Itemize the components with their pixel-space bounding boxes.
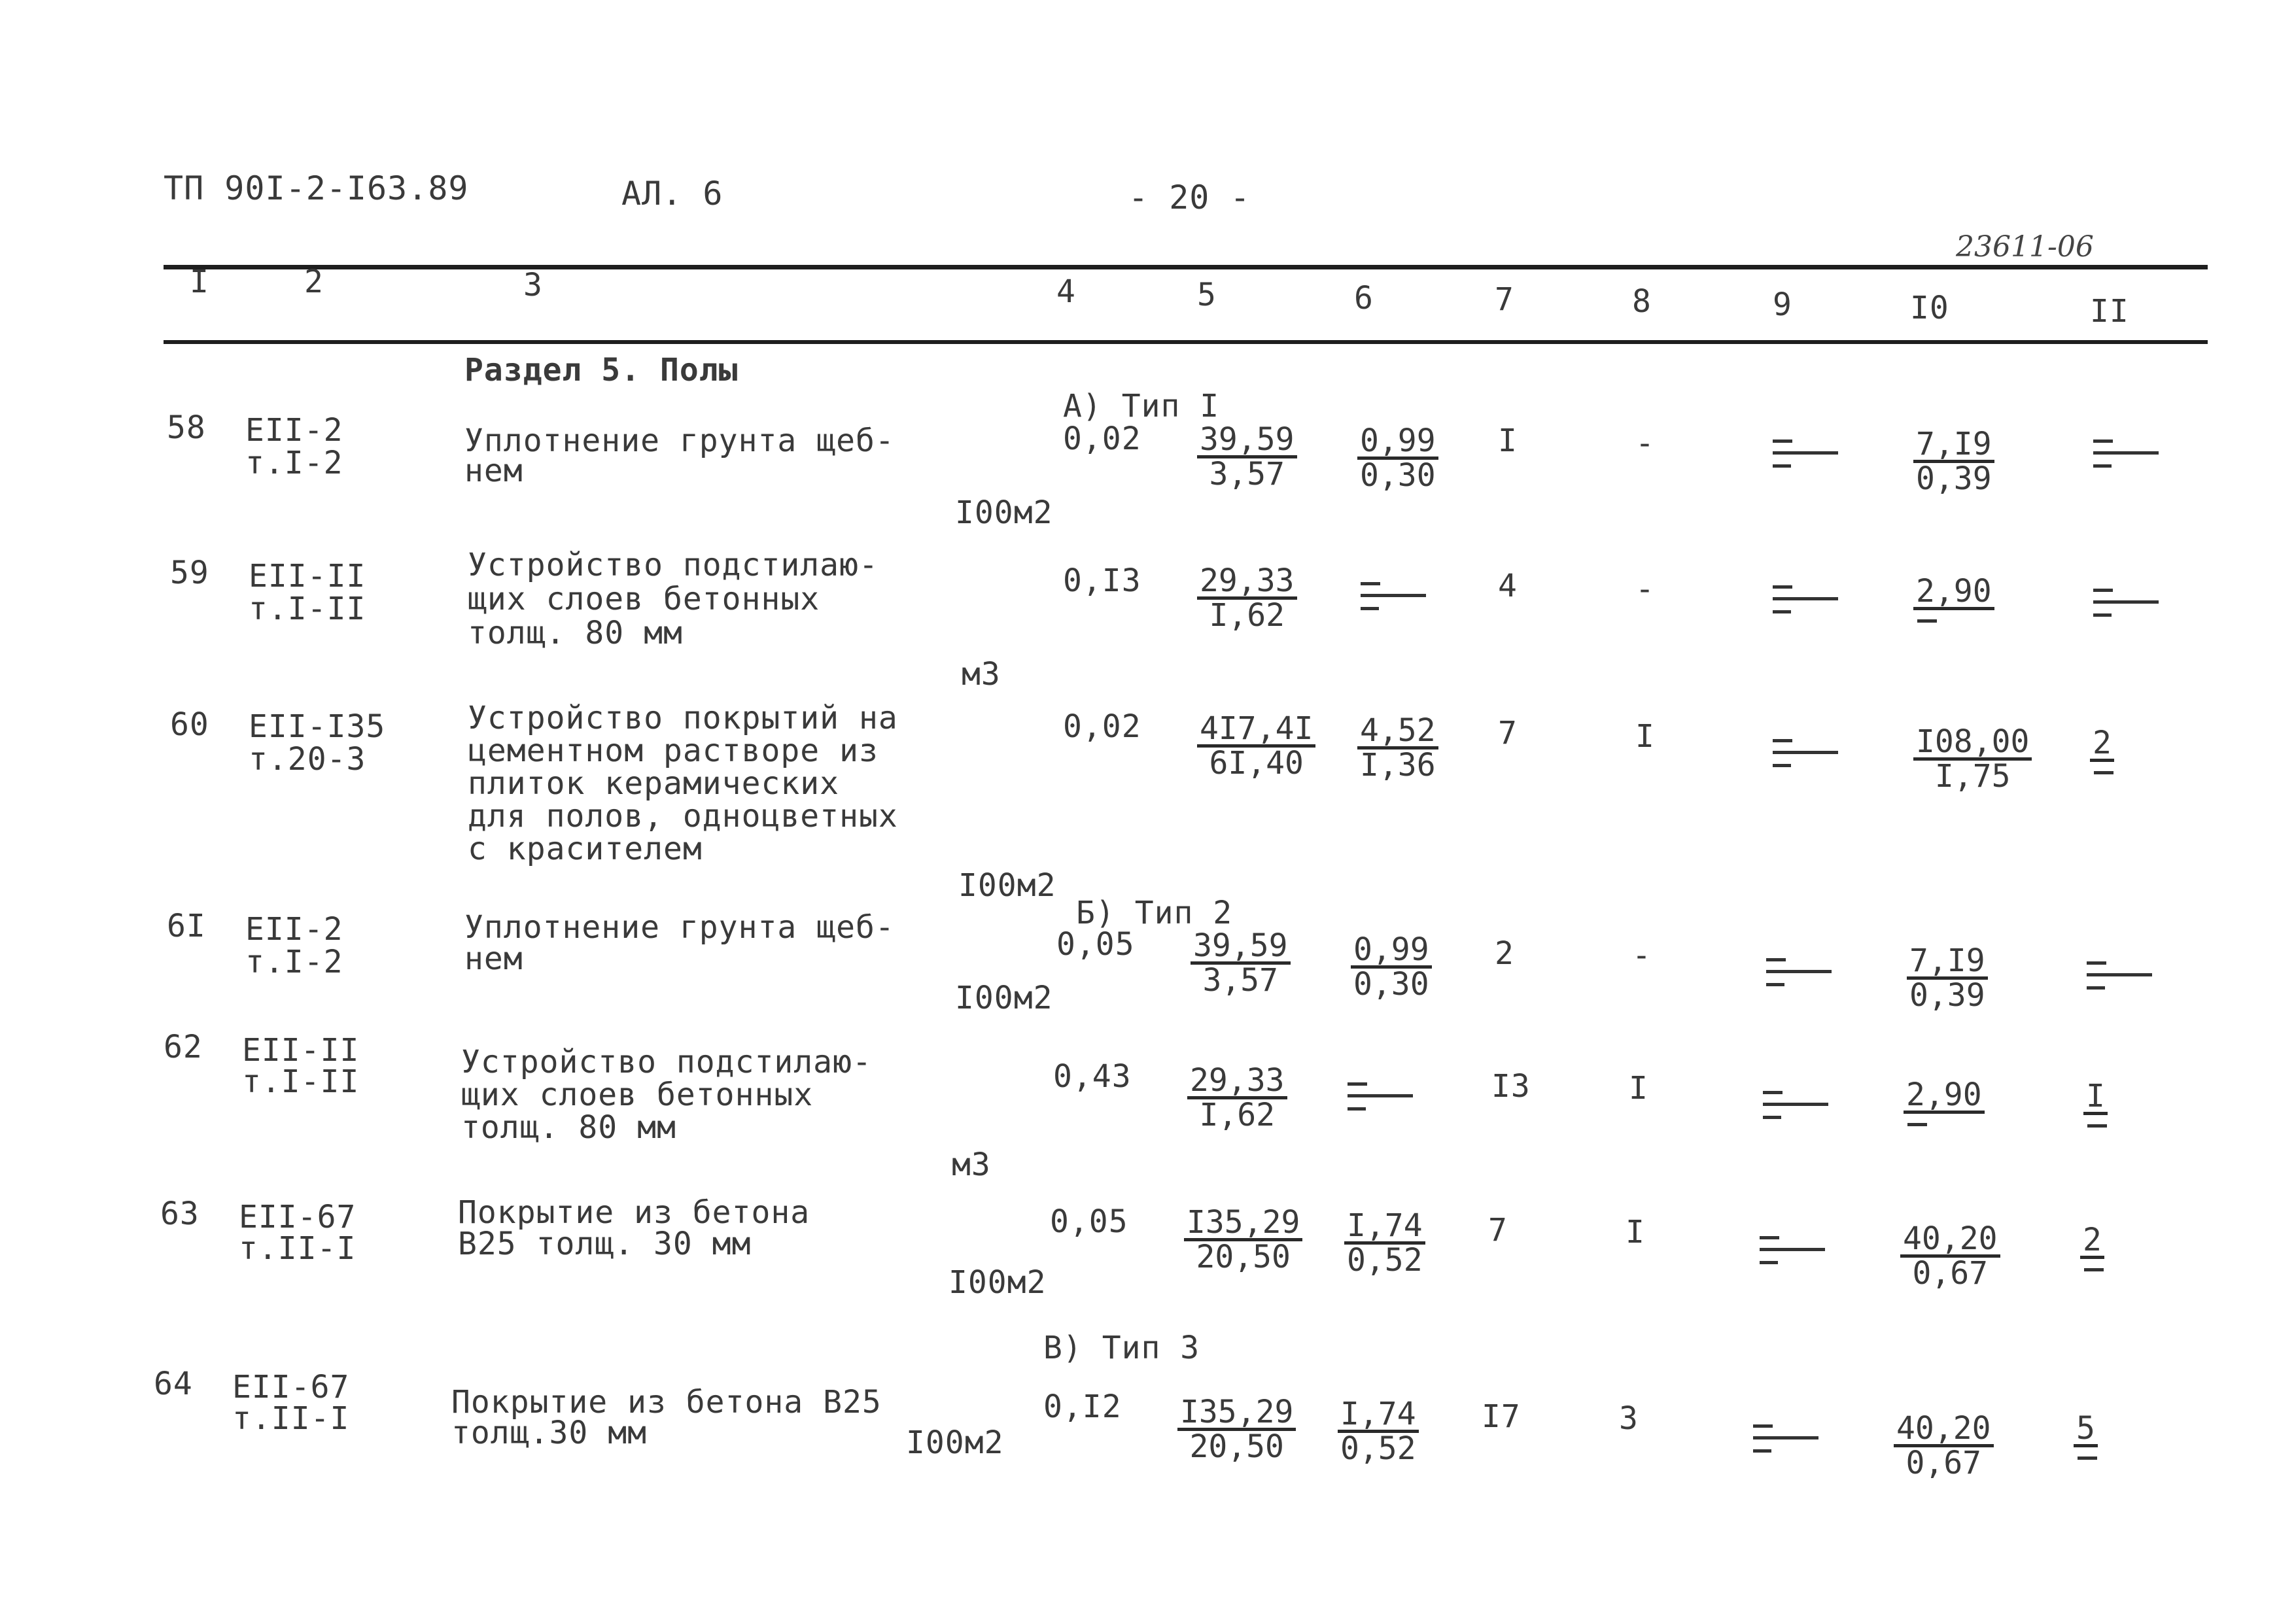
total-numerator: 7,I9 (1913, 428, 1994, 463)
total-numerator: 7,I9 (1907, 945, 1988, 980)
work-description-line: толщ. 80 мм (461, 1109, 676, 1146)
col-header-8: 8 (1632, 283, 1652, 320)
norm-code: ЕII-2 (245, 911, 343, 948)
cost-denominator: I,62 (1209, 597, 1285, 634)
quantity: 0,I3 (1063, 562, 1141, 599)
total-numerator: 2,90 (1913, 576, 1994, 610)
materials-numerator: I (2083, 1080, 2108, 1115)
quantity: 0,05 (1050, 1203, 1128, 1240)
work-description-line: щих слоев бетонных (468, 581, 820, 617)
norm-code: ЕII-II (242, 1032, 360, 1069)
wage-fraction (1357, 422, 1438, 494)
col7-value: 7 (1488, 1212, 1508, 1249)
col7-value: 7 (1498, 715, 1518, 751)
norm-code: ЕII-2 (245, 412, 343, 449)
ditto-mark (2093, 439, 2159, 472)
total-value (1913, 573, 1994, 623)
norm-table: т.I-2 (245, 445, 343, 481)
col-header-3: 3 (523, 267, 543, 303)
total-denominator: 0,39 (1916, 460, 1992, 497)
cost-fraction (1191, 927, 1291, 999)
norm-code: ЕII-67 (232, 1369, 350, 1405)
wage-fraction (1338, 1396, 1419, 1467)
col8-value: I (1626, 1214, 1645, 1250)
wage-denominator: 0,52 (1340, 1430, 1416, 1467)
album-label: АЛ. 6 (621, 175, 723, 213)
work-description-line: нем (464, 940, 523, 977)
materials-numerator: 2 (2080, 1224, 2104, 1259)
wage-numerator: I,74 (1338, 1398, 1419, 1433)
total-denominator: 0,39 (1909, 977, 1985, 1014)
cost-denominator: 6I,40 (1209, 745, 1304, 782)
cost-denominator: I,62 (1199, 1097, 1276, 1133)
col-header-6: 6 (1354, 280, 1374, 317)
work-description-line: цементном растворе из (468, 732, 878, 769)
col-header-11: II (2090, 293, 2129, 330)
norm-table: т.I-2 (245, 944, 343, 980)
cost-numerator: 39,59 (1197, 424, 1297, 458)
row-number: 59 (170, 555, 209, 591)
ditto-mark (1773, 585, 1838, 618)
unit-label: м3 (962, 656, 1001, 693)
norm-table: т.II-I (239, 1230, 357, 1267)
ditto-mark (1348, 1082, 1413, 1115)
cost-denominator: 3,57 (1202, 962, 1279, 999)
cost-fraction (1197, 710, 1315, 782)
ditto-mark (1773, 739, 1838, 772)
ditto-mark (2087, 961, 2152, 994)
total-denominator: 0,67 (1905, 1445, 1982, 1481)
quantity: 0,02 (1063, 421, 1141, 457)
cost-numerator: 4I7,4I (1197, 713, 1315, 748)
cost-denominator: 3,57 (1209, 456, 1285, 492)
ditto-mark (1766, 958, 1832, 991)
ditto-mark (2093, 589, 2159, 621)
materials-numerator: 5 (2074, 1413, 2098, 1447)
col-header-5: 5 (1197, 277, 1217, 313)
ditto-mark (1361, 582, 1426, 615)
col7-value: I3 (1491, 1068, 1531, 1105)
row-number: 6I (167, 908, 206, 944)
wage-fraction (1344, 1207, 1425, 1279)
total-numerator: I08,00 (1913, 726, 2032, 761)
unit-label: I00м2 (958, 867, 1056, 904)
work-description-line: В25 толщ. 30 мм (458, 1226, 752, 1262)
work-description-line: с красителем (468, 831, 703, 867)
col8-value: I (1635, 718, 1655, 755)
work-description-line: Покрытие из бетона В25 (451, 1384, 882, 1421)
total-denominator: 0,67 (1912, 1255, 1989, 1292)
row-number: 62 (164, 1029, 203, 1065)
col7-value: I (1498, 422, 1518, 459)
col-header-7: 7 (1495, 281, 1514, 318)
total-fraction (1894, 1410, 1994, 1481)
norm-table: т.I-II (249, 591, 366, 627)
quantity: 0,05 (1056, 926, 1135, 963)
quantity: 0,43 (1053, 1058, 1132, 1095)
col7-value: 2 (1495, 935, 1514, 972)
page-number: - 20 - (1128, 179, 1251, 216)
work-description-line: для полов, одноцветных (468, 798, 898, 835)
col8-value: - (1635, 425, 1655, 462)
norm-table: т.II-I (232, 1400, 350, 1437)
unit-label: I00м2 (955, 980, 1053, 1016)
cost-numerator: 29,33 (1197, 565, 1297, 600)
ditto-mark (1753, 1424, 1818, 1457)
work-description-line: плиток керамических (468, 765, 840, 802)
total-denominator: I,75 (1934, 758, 2011, 795)
col8-value: I (1629, 1070, 1648, 1107)
total-fraction (1900, 1220, 2000, 1292)
col7-value: 4 (1498, 568, 1518, 604)
unit-label: I00м2 (948, 1264, 1047, 1301)
col7-value: I7 (1482, 1398, 1521, 1435)
col-header-9: 9 (1773, 286, 1792, 323)
cost-fraction (1177, 1394, 1296, 1465)
total-fraction (1913, 723, 2032, 795)
total-numerator: 40,20 (1900, 1223, 2000, 1258)
materials-value (2083, 1080, 2108, 1128)
cost-denominator: 20,50 (1196, 1239, 1291, 1275)
materials-numerator: 2 (2090, 727, 2114, 762)
ditto-mark (1763, 1091, 1828, 1124)
work-description-line: Покрытие из бетона (458, 1194, 810, 1231)
cost-numerator: I35,29 (1177, 1396, 1296, 1431)
materials-value (2080, 1224, 2104, 1271)
norm-table: т.I-II (242, 1063, 360, 1100)
wage-numerator: 4,52 (1357, 715, 1438, 750)
subsection-type-1: А) Тип I (1063, 388, 1220, 424)
work-description-line: толщ. 80 мм (468, 615, 683, 651)
col8-value: - (1632, 937, 1652, 974)
stamp-number: 23611-06 (1956, 230, 2094, 264)
total-numerator: 40,20 (1894, 1413, 1994, 1447)
cost-denominator: 20,50 (1189, 1428, 1284, 1465)
materials-value (2090, 727, 2114, 774)
wage-denominator: I,36 (1360, 747, 1436, 784)
wage-fraction (1351, 931, 1432, 1003)
total-numerator: 2,90 (1904, 1079, 1985, 1114)
subsection-type-2: Б) Тип 2 (1076, 895, 1233, 931)
wage-fraction (1357, 712, 1438, 784)
cost-fraction (1184, 1204, 1302, 1275)
table-top-rule (164, 265, 2208, 269)
work-description-line: щих слоев бетонных (461, 1077, 814, 1113)
col-header-1: I (190, 264, 209, 300)
document-code: ТП 90I-2-I63.89 (164, 169, 469, 207)
cost-numerator: 39,59 (1191, 930, 1291, 965)
row-number: 60 (170, 706, 209, 743)
norm-table: т.20-3 (249, 741, 366, 778)
ditto-mark (1773, 439, 1838, 472)
work-description-line: Устройство подстилаю- (461, 1044, 872, 1080)
wage-numerator: 0,99 (1357, 425, 1438, 460)
wage-numerator: I,74 (1344, 1210, 1425, 1245)
work-description-line: Устройство подстилаю- (468, 547, 878, 583)
quantity: 0,02 (1063, 708, 1141, 745)
subsection-type-3: В) Тип 3 (1043, 1330, 1200, 1366)
work-description-line: Уплотнение грунта щеб- (464, 422, 895, 459)
work-description-line: нем (464, 453, 523, 489)
work-description-line: Устройство покрытий на (468, 700, 898, 736)
row-number: 58 (167, 409, 206, 446)
wage-numerator: 0,99 (1351, 934, 1432, 969)
quantity: 0,I2 (1043, 1388, 1122, 1425)
work-description-line: Уплотнение грунта щеб- (464, 909, 895, 946)
unit-label: м3 (952, 1146, 991, 1183)
wage-denominator: 0,30 (1360, 457, 1436, 494)
col-header-4: 4 (1056, 273, 1076, 310)
row-number: 64 (154, 1366, 193, 1402)
cost-numerator: 29,33 (1187, 1065, 1287, 1099)
total-value (1904, 1079, 1985, 1126)
cost-numerator: I35,29 (1184, 1207, 1302, 1241)
work-description-line: толщ.30 мм (451, 1415, 647, 1451)
ditto-mark (1760, 1236, 1825, 1269)
wage-denominator: 0,52 (1347, 1242, 1423, 1279)
norm-code: ЕII-67 (239, 1199, 357, 1235)
materials-value (2074, 1410, 2098, 1460)
unit-label: I00м2 (955, 494, 1053, 531)
cost-fraction (1197, 562, 1297, 634)
row-number: 63 (160, 1196, 200, 1232)
total-fraction (1907, 942, 1988, 1014)
norm-code: ЕII-I35 (249, 708, 386, 745)
col-header-10: I0 (1910, 290, 1949, 326)
col-header-2: 2 (304, 264, 324, 300)
total-fraction (1913, 426, 1994, 497)
unit-label: I00м2 (906, 1424, 1004, 1461)
cost-fraction (1197, 421, 1297, 492)
wage-denominator: 0,30 (1353, 966, 1429, 1003)
table-header-rule (164, 340, 2208, 344)
section-title: Раздел 5. Полы (464, 352, 739, 388)
col8-value: 3 (1619, 1400, 1639, 1437)
norm-code: ЕII-II (249, 558, 366, 595)
cost-fraction (1187, 1062, 1287, 1133)
col8-value: - (1635, 571, 1655, 608)
